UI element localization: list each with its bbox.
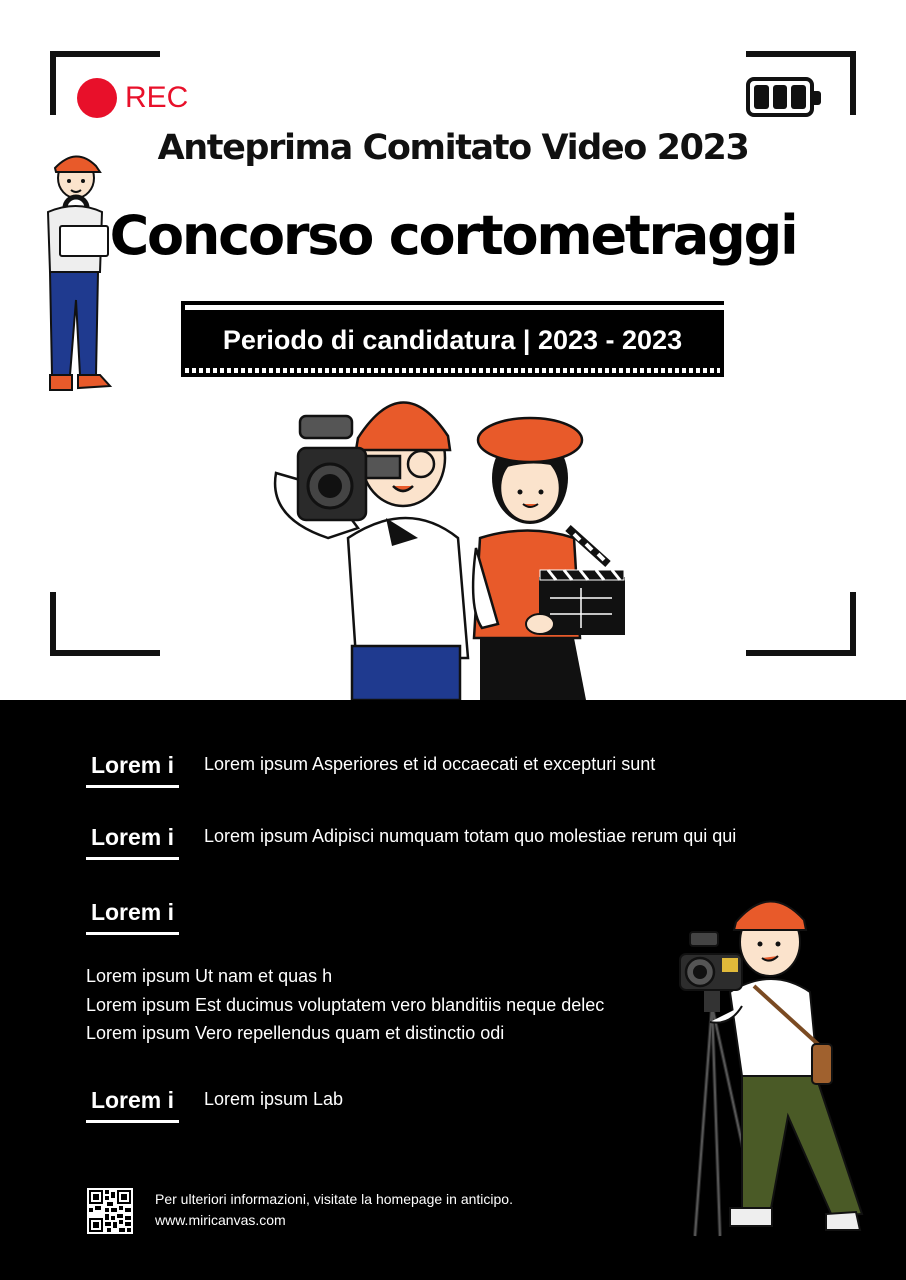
detail-label: Lorem i bbox=[86, 899, 179, 935]
viewfinder-corner-bottom-right bbox=[746, 592, 856, 656]
rec-dot-icon bbox=[77, 78, 117, 118]
detail-label: Lorem i bbox=[86, 1087, 179, 1123]
detail-text: Lorem ipsum Adipisci numquam totam quo molestiae rerum qui qui bbox=[204, 826, 737, 846]
viewfinder-corner-bottom-left bbox=[50, 592, 160, 656]
footer-info-text: Per ulteriori informazioni, visitate la homepage in anticipo. bbox=[155, 1191, 513, 1207]
footer-info bbox=[155, 1189, 513, 1231]
film-perforation-bottom bbox=[185, 368, 720, 373]
application-period-banner bbox=[181, 301, 724, 377]
film-perforation-top bbox=[185, 305, 906, 310]
rec-label: REC bbox=[125, 81, 189, 114]
list-item: Lorem ipsum Vero repellendus quam et distinctio odi bbox=[86, 1023, 505, 1043]
rec-indicator bbox=[77, 78, 188, 118]
detail-list bbox=[86, 962, 604, 1048]
list-item: Lorem ipsum Est ducimus voluptatem vero blanditiis neque delec bbox=[86, 994, 605, 1015]
detail-text: Lorem ipsum Asperiores et id occaecati et excepturi sunt bbox=[204, 754, 656, 774]
poster-title: Concorso cortometraggi bbox=[109, 204, 797, 267]
detail-row bbox=[86, 899, 179, 935]
detail-label: Lorem i bbox=[86, 824, 179, 860]
detail-row bbox=[86, 752, 655, 788]
detail-row bbox=[86, 824, 736, 860]
poster-subtitle: Anteprima Comitato Video 2023 bbox=[157, 128, 749, 168]
detail-label: Lorem i bbox=[86, 752, 179, 788]
qr-code-icon[interactable] bbox=[87, 1188, 133, 1234]
detail-row bbox=[86, 1087, 343, 1123]
detail-text: Lorem ipsum Lab bbox=[204, 1089, 344, 1109]
filmmakers-illustration bbox=[268, 388, 638, 700]
footer-url-link[interactable]: www.miricanvas.com bbox=[155, 1212, 286, 1228]
cameraman-tripod-illustration bbox=[660, 896, 866, 1240]
person-with-laptop-illustration bbox=[38, 150, 118, 402]
application-period-text: Periodo di candidatura | 2023 - 2023 bbox=[222, 325, 683, 355]
list-item: Lorem ipsum Ut nam et quas h bbox=[86, 966, 333, 986]
battery-icon bbox=[746, 77, 814, 117]
